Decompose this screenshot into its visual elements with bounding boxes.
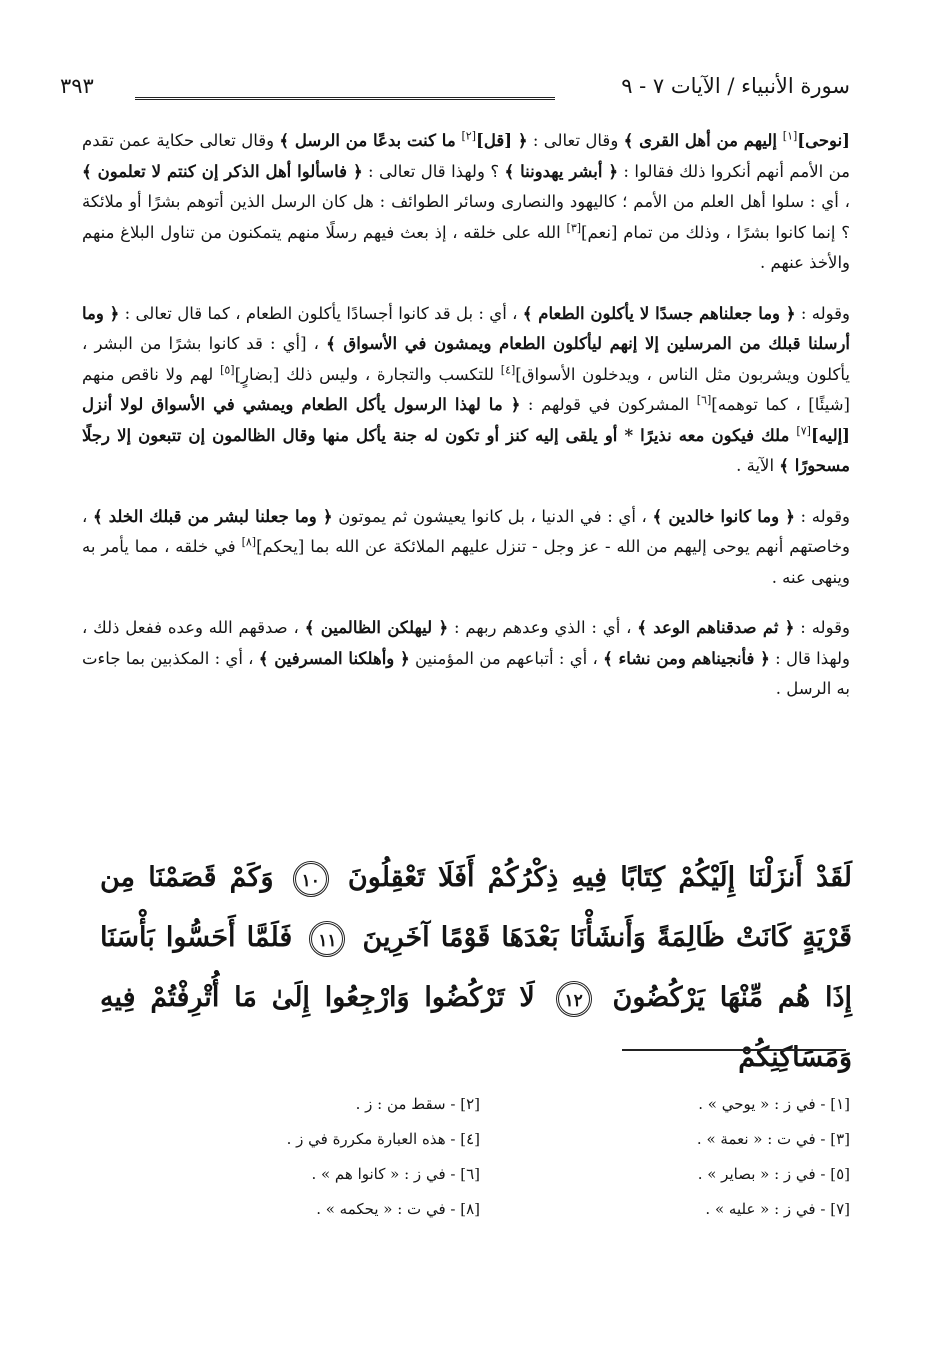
footnote-row: [110, 1191, 850, 1226]
commentary: ، [أي : قد كانوا بشرًا من البشر ، يأكلون ويشربون مثل الناس ، ويدخلون الأسواق]: [82, 334, 850, 384]
footnote-ref: [٤]: [500, 363, 516, 376]
footnote: [٨] - في ت : « يحكمه » .: [316, 1199, 480, 1218]
footnote-ref: [٥]: [220, 363, 235, 376]
quoted-verse: ﴿ أبشر يهدوننا ﴾: [504, 161, 618, 181]
quoted-verse: ﴿ وما كانوا خالدين ﴾: [652, 506, 795, 526]
quoted-verse: ﴿ فاسألوا أهل الذكر إن كنتم لا تعلمون ﴾: [82, 161, 363, 181]
quoted-verse: ما كنت بدعًا من الرسل ﴾: [279, 131, 462, 150]
commentary: في خلقه ، مما يأمر به وينهى عنه .: [82, 537, 850, 587]
commentary: ، أي : أتباعهم من المؤمنين: [409, 648, 604, 668]
commentary: ، أي : الذي وعدهم ربهم :: [448, 618, 638, 637]
footnote: [٢] - سقط من : ز .: [355, 1094, 480, 1113]
quoted-verse: ﴿ ليهلكن الظالمين ﴾: [304, 618, 449, 637]
quoted-verse: ﴿ وما جعلنا لبشر من قبلك الخلد ﴾: [92, 506, 333, 526]
header-rule: [135, 97, 555, 100]
quoted-verse: ملك فيكون معه نذيرًا * أو يلقى إليه كنز أو تكون له جنة يأكل منها وقال الظالمون إن تتبعون إلا رجلًا مسحورًا ﴾: [82, 425, 850, 475]
quoted-verse: ﴿ وما جعلناهم جسدًا لا يأكلون الطعام ﴾: [522, 303, 796, 323]
commentary: وقوله :: [794, 506, 850, 526]
commentary: ، أي : بل قد كانوا أجسادًا يأكلون الطعام ، كما قال تعالى :: [119, 303, 523, 323]
quoted-verse: إليهم من أهل القرى ﴾: [623, 131, 783, 150]
quoted-verse: ﴿ ثم صدقناهم الوعد ﴾: [637, 618, 795, 637]
commentary: وقال تعالى حكاية عمن تقدم من الأمم أنهم أنكروا ذلك فقالوا :: [82, 131, 850, 181]
commentary: ، صدقهم الله وعده ففعل ذلك ، ولهذا قال :: [82, 618, 850, 668]
paragraph: [82, 126, 850, 279]
ayah-number-icon: ١٠: [293, 861, 329, 897]
commentary: ؟ ولهذا قال تعالى :: [362, 161, 505, 181]
footnote: [٥] - في ز : « بصاير » .: [697, 1164, 850, 1183]
footnote-ref: [٢]: [461, 129, 477, 143]
footnote-row: [110, 1086, 850, 1121]
footnote-row: [110, 1156, 850, 1191]
footnote-row: [110, 1121, 850, 1156]
footnote-ref: [١]: [782, 129, 798, 143]
footnote: [١] - في ز : « يوحي » .: [698, 1094, 850, 1113]
commentary: ، وخاصتهم أنهم يوحى إليهم من الله - عز وجل - تنزل عليهم الملائكة عن الله بما [يحكم]: [82, 506, 850, 556]
paragraph: [82, 613, 850, 705]
quoted-verse: ﴿ [قل]: [476, 131, 528, 150]
footnote-ref: [٨]: [241, 535, 257, 549]
page-number: ٣٩٣: [60, 74, 94, 98]
footnote: [٣] - في ت : « نعمة » .: [696, 1129, 850, 1148]
footnote-ref: [٧]: [796, 424, 811, 437]
quoted-verse: ﴿ وأهلكنا المسرفين ﴾: [258, 648, 410, 668]
commentary: الآية .: [736, 456, 780, 475]
quoted-verse: ﴿ فأنجيناهم ومن نشاء ﴾: [603, 648, 770, 668]
footnote-ref: [٦]: [696, 393, 712, 407]
quran-verses: [100, 848, 852, 1088]
commentary: ، أي : في الدنيا ، بل كانوا يعيشون ثم يموتون: [332, 506, 653, 526]
quran-verse: لَقَدْ أَنزَلْنَا إِلَيْكُمْ كِتَابًا فِيهِ ذِكْرُكُمْ أَفَلَا تَعْقِلُونَ: [347, 862, 853, 893]
commentary: وقوله :: [794, 618, 850, 637]
quoted-verse: [نوحى]: [797, 131, 850, 150]
commentary: وقال تعالى :: [527, 131, 624, 150]
ayah-number-icon: ١٢: [556, 981, 592, 1017]
commentary-text: [82, 126, 850, 725]
ayah-number-icon: ١١: [309, 921, 345, 957]
commentary: للتكسب والتجارة ، وليس ذلك [بضارٍ]: [234, 364, 501, 384]
quran-verse: وَكَمْ قَصَمْنَا مِن قَرْيَةٍ كَانَتْ ظَالِمَةً وَأَنشَأْنَا بَعْدَهَا قَوْمًا آخَرِينَ: [100, 862, 852, 953]
commentary: ، أي : المكذبين بما جاءت به الرسل .: [82, 648, 850, 698]
footnote: [٦] - في ز : « كانوا هم » .: [311, 1164, 480, 1183]
quoted-verse: ﴿ وما أرسلنا قبلك من المرسلين إلا إنهم ليأكلون الطعام ويمشون في الأسواق ﴾: [82, 303, 850, 353]
footnotes: [110, 1086, 850, 1226]
commentary: المشركون في قولهم :: [520, 395, 697, 414]
commentary: لهم ولا ناقص منهم [شيئًا] ، كما توهمه]: [82, 364, 850, 414]
quran-verse: لَا تَرْكُضُوا وَارْجِعُوا إِلَىٰ مَا أُتْرِفْتُمْ فِيهِ وَمَسَاكِنِكُمْ: [100, 982, 852, 1073]
footnote: [٧] - في ز : « عليه » .: [705, 1199, 850, 1218]
quoted-verse: ﴿ ما لهذا الرسول يأكل الطعام ويمشي في الأسواق لولا أنزل [إليه]: [82, 395, 850, 445]
page-header: [60, 70, 850, 110]
commentary: وقوله :: [795, 303, 850, 323]
footnote: [٤] - هذه العبارة مكررة في ز .: [286, 1129, 480, 1148]
paragraph: [82, 502, 850, 594]
commentary: ، أي : سلوا أهل العلم من الأمم ؛ كاليهود والنصارى وسائر الطوائف : هل كان الرسل الذين أتوهم بشرًا أو ملائكة ؟ إنما كانوا بشرًا ، وذلك من تمام [نعم]: [82, 192, 850, 242]
commentary: الله على خلقه ، إذ بعث فيهم رسلًا منهم يتمكنون من تناول البلاغ منهم والأخذ عنهم .: [82, 222, 850, 272]
quran-verse: فَلَمَّا أَحَسُّوا بَأْسَنَا إِذَا هُم مِّنْهَا يَرْكُضُونَ: [100, 922, 853, 1013]
paragraph: [82, 299, 850, 482]
footnote-ref: [٣]: [566, 221, 582, 234]
running-title: سورة الأنبياء / الآيات ٧ - ٩: [621, 74, 850, 98]
footnote-rule: [622, 1049, 846, 1051]
